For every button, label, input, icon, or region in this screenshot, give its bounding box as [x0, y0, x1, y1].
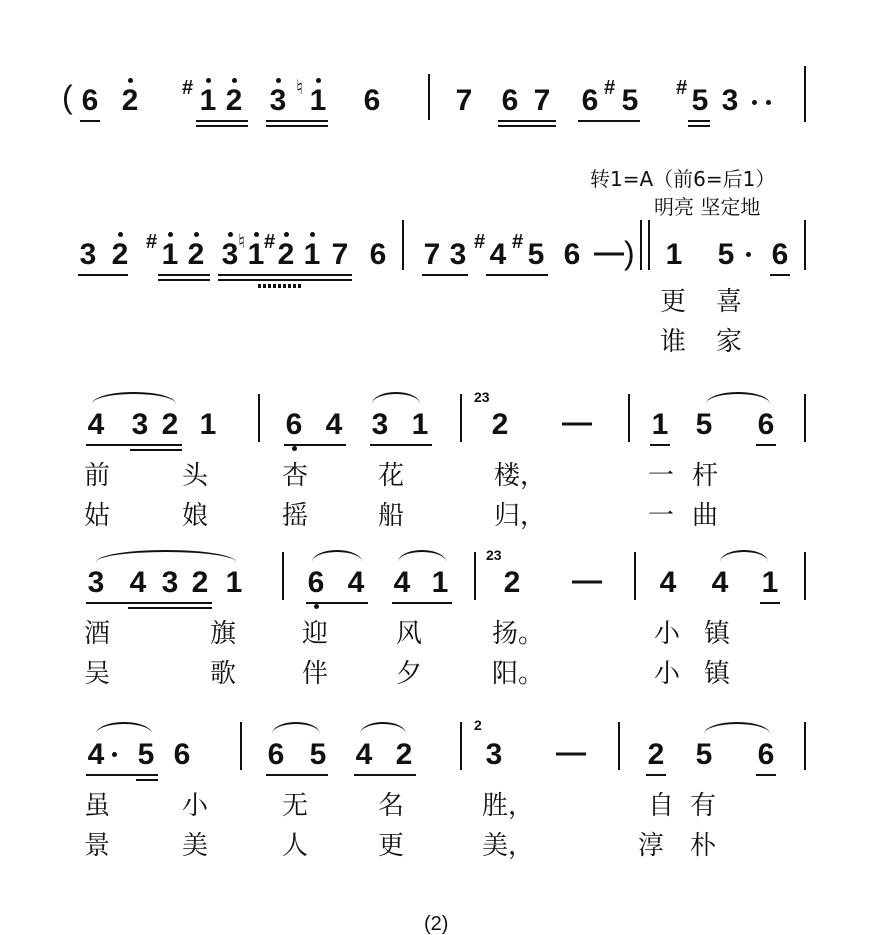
note: 7 — [423, 238, 441, 271]
underline — [86, 444, 182, 446]
note: 2 — [191, 566, 209, 599]
note: 1 — [303, 238, 321, 271]
octave-dot-high — [168, 232, 173, 237]
augmentation-dot — [746, 252, 751, 257]
slur — [372, 392, 420, 404]
note: 1 — [665, 238, 683, 271]
barline — [240, 722, 242, 770]
lyric: 喜 — [716, 287, 743, 317]
sharp-sign: # — [182, 77, 194, 99]
barline — [804, 722, 806, 770]
barline — [648, 220, 650, 270]
note: 5 — [717, 238, 735, 271]
slur — [96, 550, 236, 562]
augmentation-dot — [766, 100, 771, 105]
extension-dash: — — [572, 564, 602, 597]
lyric: 小 — [654, 619, 681, 649]
slur — [704, 722, 770, 734]
close-paren: ) — [624, 235, 635, 271]
lyric: 花 — [378, 461, 405, 491]
underline — [266, 125, 328, 127]
note: 4 — [489, 238, 507, 271]
barline — [804, 552, 806, 600]
lyric: 谁 — [660, 327, 687, 357]
octave-dot-high — [316, 78, 321, 83]
note: 3 — [79, 238, 97, 271]
lyric: 风 — [396, 619, 423, 649]
lyric: 夕 — [396, 659, 423, 689]
sharp-sign: # — [676, 77, 688, 99]
octave-dot-high — [276, 78, 281, 83]
barline — [804, 394, 806, 442]
underline — [128, 607, 212, 609]
lyric: 归， — [494, 501, 547, 531]
underline — [86, 602, 212, 604]
underline — [578, 120, 640, 122]
note: 3 — [449, 238, 467, 271]
lyric: 有 — [690, 791, 717, 821]
note: 2 — [647, 738, 665, 771]
lyric: 自 — [648, 791, 675, 821]
underline — [306, 602, 368, 604]
extension-dash: — — [594, 236, 624, 269]
slur — [720, 550, 768, 562]
note: 6 — [307, 566, 325, 599]
lyric: 伴 — [302, 659, 329, 689]
slur — [706, 392, 770, 404]
barline — [282, 552, 284, 600]
grace-notes: 23 — [474, 389, 490, 405]
underline — [486, 274, 548, 276]
note: 5 — [309, 738, 327, 771]
octave-dot-low — [314, 604, 319, 609]
slur — [92, 392, 176, 404]
lyric: 吴 — [84, 659, 111, 689]
note: 5 — [695, 408, 713, 441]
note: 4 — [325, 408, 343, 441]
note: 1 — [225, 566, 243, 599]
lyric: 旗 — [210, 619, 237, 649]
lyric: 虽 — [84, 791, 111, 821]
underline — [688, 125, 710, 127]
slur — [96, 722, 152, 734]
note: 4 — [355, 738, 373, 771]
lyric: 镇 — [704, 659, 731, 689]
note: 6 — [81, 84, 99, 117]
lyric: 美， — [482, 831, 535, 861]
lyric: 头 — [182, 461, 209, 491]
note: 2 — [395, 738, 413, 771]
underline — [196, 125, 248, 127]
lyric: 娘 — [182, 501, 209, 531]
underline — [498, 125, 556, 127]
note: 2 — [161, 408, 179, 441]
note: 2 — [225, 84, 243, 117]
underline — [136, 779, 158, 781]
extension-dash: — — [556, 736, 586, 769]
lyric: 更 — [660, 287, 687, 317]
underline — [770, 274, 790, 276]
underline — [158, 279, 210, 281]
note: 5 — [137, 738, 155, 771]
extension-dash: — — [562, 406, 592, 439]
barline — [618, 722, 620, 770]
octave-dot-high — [284, 232, 289, 237]
lyric: 镇 — [704, 619, 731, 649]
underline — [756, 774, 776, 776]
underline — [86, 774, 158, 776]
note: 6 — [285, 408, 303, 441]
slur — [398, 550, 446, 562]
octave-dot-high — [194, 232, 199, 237]
octave-dot-high — [310, 232, 315, 237]
lyric: 淳 — [638, 831, 665, 861]
barline — [460, 394, 462, 442]
note: 5 — [695, 738, 713, 771]
note: 4 — [87, 408, 105, 441]
slur — [312, 550, 362, 562]
note: 7 — [455, 84, 473, 117]
lyric: 一 — [648, 461, 675, 491]
note: 3 — [371, 408, 389, 441]
note: 2 — [491, 408, 509, 441]
lyric: 朴 — [690, 831, 717, 861]
slur — [272, 722, 320, 734]
lyric: 阳。 — [492, 659, 545, 689]
note: 7 — [533, 84, 551, 117]
lyric: 酒 — [84, 619, 111, 649]
lyric: 楼， — [494, 461, 547, 491]
underline — [498, 120, 556, 122]
barline — [640, 220, 642, 270]
page-number: (2) — [424, 913, 449, 935]
underline — [80, 120, 100, 122]
underline — [266, 120, 328, 122]
note: 1 — [651, 408, 669, 441]
sharp-sign: # — [604, 77, 616, 99]
note: 1 — [309, 84, 327, 117]
note: 6 — [501, 84, 519, 117]
octave-dot-low — [292, 446, 297, 451]
note: 5 — [621, 84, 639, 117]
note: 4 — [393, 566, 411, 599]
note: 6 — [771, 238, 789, 271]
underline — [266, 774, 328, 776]
octave-dot-high — [128, 78, 133, 83]
octave-dot-high — [118, 232, 123, 237]
note: 1 — [411, 408, 429, 441]
note: 6 — [757, 738, 775, 771]
underline — [218, 274, 352, 276]
lyric: 船 — [378, 501, 405, 531]
slur — [360, 722, 406, 734]
sharp-sign: # — [264, 231, 276, 253]
lyric: 摇 — [282, 501, 309, 531]
lyric: 迎 — [302, 619, 329, 649]
underline — [392, 602, 452, 604]
note: 2 — [111, 238, 129, 271]
lyric: 景 — [84, 831, 111, 861]
underline — [130, 449, 182, 451]
expression-marking: 明亮 坚定地 — [654, 195, 761, 219]
tremolo-line — [258, 284, 302, 288]
lyric: 歌 — [210, 659, 237, 689]
note: 4 — [129, 566, 147, 599]
underline — [646, 774, 666, 776]
lyric: 杏 — [282, 461, 309, 491]
underline — [650, 444, 670, 446]
note: 4 — [87, 738, 105, 771]
lyric: 无 — [282, 791, 309, 821]
lyric: 名 — [378, 791, 405, 821]
note: 2 — [121, 84, 139, 117]
note: 1 — [199, 408, 217, 441]
key-change-annotation: 转1=A（前6=后1） — [590, 167, 776, 191]
sharp-sign: # — [512, 231, 524, 253]
barline — [804, 220, 806, 270]
augmentation-dot — [112, 752, 117, 757]
barline — [428, 74, 430, 120]
note: 2 — [503, 566, 521, 599]
note: 1 — [247, 238, 265, 271]
note: 4 — [659, 566, 677, 599]
octave-dot-high — [232, 78, 237, 83]
barline — [460, 722, 462, 770]
note: 6 — [563, 238, 581, 271]
open-paren: ( — [62, 79, 73, 115]
note: 1 — [161, 238, 179, 271]
natural-sign: ♮ — [238, 231, 246, 253]
note: 1 — [431, 566, 449, 599]
augmentation-dot — [752, 100, 757, 105]
note: 1 — [761, 566, 779, 599]
natural-sign: ♮ — [296, 77, 304, 99]
note: 6 — [173, 738, 191, 771]
octave-dot-high — [228, 232, 233, 237]
lyric: 小 — [182, 791, 209, 821]
underline — [218, 279, 352, 281]
underline — [688, 120, 710, 122]
note: 3 — [87, 566, 105, 599]
note: 6 — [581, 84, 599, 117]
lyric: 杆 — [692, 461, 719, 491]
lyric: 曲 — [692, 501, 719, 531]
underline — [370, 444, 432, 446]
note: 5 — [527, 238, 545, 271]
note: 4 — [711, 566, 729, 599]
sharp-sign: # — [146, 231, 158, 253]
note: 6 — [267, 738, 285, 771]
note: 6 — [369, 238, 387, 271]
barline — [628, 394, 630, 442]
octave-dot-high — [206, 78, 211, 83]
note: 3 — [161, 566, 179, 599]
octave-dot-high — [254, 232, 259, 237]
barline — [474, 552, 476, 600]
note: 5 — [691, 84, 709, 117]
barline — [258, 394, 260, 442]
lyric: 家 — [716, 327, 743, 357]
grace-notes: 23 — [486, 547, 502, 563]
note: 2 — [187, 238, 205, 271]
lyric: 扬。 — [492, 619, 545, 649]
underline — [284, 444, 346, 446]
sharp-sign: # — [474, 231, 486, 253]
barline — [402, 220, 404, 270]
note: 3 — [269, 84, 287, 117]
underline — [78, 274, 128, 276]
lyric: 人 — [282, 831, 309, 861]
barline — [804, 66, 806, 122]
underline — [422, 274, 468, 276]
lyric: 更 — [378, 831, 405, 861]
note: 6 — [363, 84, 381, 117]
underline — [756, 444, 776, 446]
lyric: 一 — [648, 501, 675, 531]
note: 2 — [277, 238, 295, 271]
lyric: 小 — [654, 659, 681, 689]
lyric: 胜， — [482, 791, 535, 821]
note: 3 — [485, 738, 503, 771]
underline — [158, 274, 210, 276]
underline — [354, 774, 416, 776]
note: 3 — [721, 84, 739, 117]
lyric: 美 — [182, 831, 209, 861]
underline — [196, 120, 248, 122]
barline — [634, 552, 636, 600]
lyric: 前 — [84, 461, 111, 491]
note: 3 — [131, 408, 149, 441]
note: 1 — [199, 84, 217, 117]
note: 3 — [221, 238, 239, 271]
note: 7 — [331, 238, 349, 271]
grace-note: 2 — [474, 717, 482, 733]
lyric: 姑 — [84, 501, 111, 531]
underline — [760, 602, 780, 604]
note: 6 — [757, 408, 775, 441]
note: 4 — [347, 566, 365, 599]
